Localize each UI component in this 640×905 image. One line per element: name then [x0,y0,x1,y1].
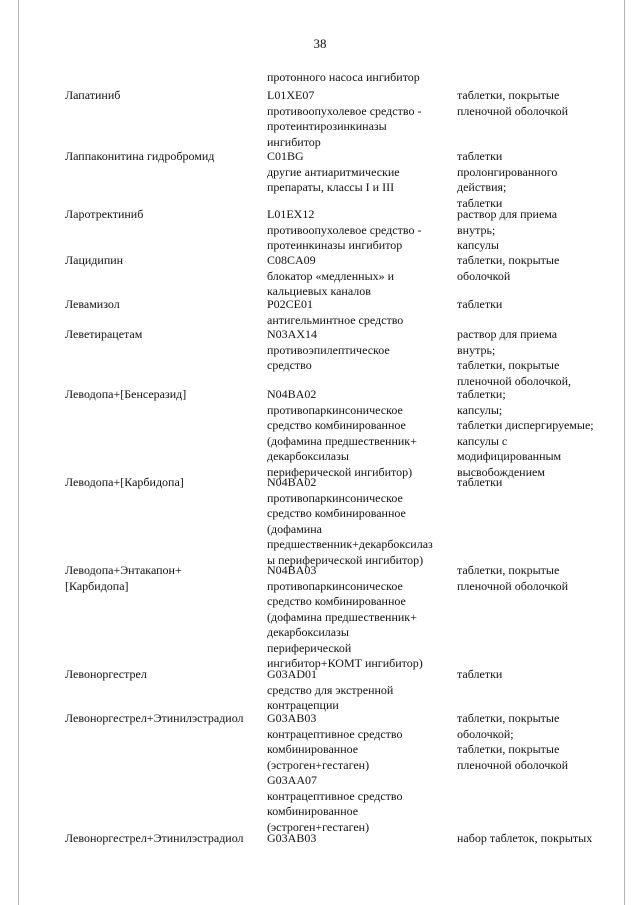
drug-name: Левоноргестрел [65,667,147,681]
drug-name: Лаппаконитина гидробромид [65,149,215,163]
drug-name: Левамизол [65,297,120,311]
pharmacological-group: средство комбинированное [267,594,406,608]
drug-name: Левоноргестрел+Этинилэстрадиол [65,831,244,845]
dosage-form: таблетки [457,297,503,311]
dosage-form: таблетки [457,667,503,681]
pharmacological-group: средство для экстренной [267,682,394,697]
dosage-form: таблетки; [457,387,506,401]
pharmacological-group: периферической [267,640,352,655]
page-number: 38 [313,36,327,51]
drug-name: Левоноргестрел+Этинилэстрадиол [65,711,244,725]
atc-code: G03AA07 [267,773,317,787]
dosage-form: оболочкой; [457,726,514,741]
dosage-form: пленочной оболочкой [457,578,569,593]
atc-code: L01EX12 [267,207,315,221]
pharmacological-group: противопаркинсоническое [267,402,403,417]
scan-edge-right [624,0,625,905]
pharmacological-group: антигельминтное средство [267,312,404,327]
dosage-form: оболочкой [457,268,511,283]
pharmacological-group: противоопухолевое средство - [267,222,422,237]
drug-name: Леводопа+[Бенсеразид] [65,387,187,401]
dosage-form: пленочной оболочкой [457,757,569,772]
pharmacological-group: (дофамина предшественник+ [267,433,417,448]
atc-code: G03AD01 [267,667,317,681]
atc-code: N04BA03 [267,563,317,577]
dosage-form: таблетки, покрытые [457,358,560,372]
atc-code: N04BA02 [267,475,317,489]
pharmacological-group: противопаркинсоническое [267,578,403,593]
atc-code: N04BA02 [267,387,317,401]
pharmacological-group: другие антиаритмические [267,164,400,179]
pharmacological-group: декарбоксилазы [267,625,349,639]
dosage-form: таблетки [457,149,503,163]
pharmacological-group: контрацептивное средство [267,788,403,803]
dosage-form: таблетки, покрытые [457,253,560,267]
dosage-form: раствор для приема [457,207,558,221]
dosage-form: высвобождением [457,464,545,479]
pharmacological-group: противоэпилептическое [267,342,390,357]
pharmacological-group: ы периферической ингибитор) [267,552,424,567]
pharmacological-group: комбинированное [267,804,359,818]
atc-code: G03AB03 [267,711,317,725]
drug-name: Лапатиниб [65,88,121,102]
dosage-form: внутрь; [457,342,496,357]
pharmacological-group: периферической ингибитор) [267,464,413,479]
dosage-form: набор таблеток, покрытых [457,831,593,845]
dosage-form: таблетки [457,195,503,210]
dosage-form: пленочной оболочкой, [457,373,572,388]
pharmacological-group: (эстроген+гестаген) [267,819,370,834]
pharmacological-group: протеинкиназы ингибитор [267,238,403,252]
pharmacological-group: ингибитор+КОМТ ингибитор) [267,656,423,670]
dosage-form: действия; [457,180,507,194]
dosage-form: пленочной оболочкой [457,103,569,118]
drug-name: Леветирацетам [65,327,143,341]
drug-name: Леводопа+Энтакапон+ [65,563,182,577]
atc-code: P02CE01 [267,297,314,311]
dosage-form: пролонгированного [457,164,558,179]
atc-code: N03AX14 [267,327,317,341]
atc-code: G03AB03 [267,831,317,845]
pharmacological-group: противоопухолевое средство - [267,103,422,118]
dosage-form: таблетки, покрытые [457,742,560,756]
pharmacological-group: протонного насоса ингибитор [267,70,420,84]
atc-code: C01BG [267,149,304,163]
pharmacological-group: блокатор «медленных» и [267,268,395,283]
pharmacological-group: (дофамина предшественник+ [267,609,417,624]
pharmacological-group: контрацептивное средство [267,726,403,741]
drug-name: Леводопа+[Карбидопа] [65,475,184,489]
pharmacological-group: средство комбинированное [267,506,406,520]
pharmacological-group: протеинтирозинкиназы [267,119,387,133]
pharmacological-group: противопаркинсоническое [267,490,403,505]
atc-code: L01XE07 [267,88,315,102]
dosage-form: капсулы [457,238,499,252]
pharmacological-group: декарбоксилазы [267,449,349,463]
dosage-form: капсулы; [457,402,503,417]
pharmacological-group: средство комбинированное [267,418,406,432]
atc-code: C08CA09 [267,253,316,267]
pharmacological-group: предшественник+декарбоксилаз [267,537,433,551]
dosage-form: таблетки [457,475,503,489]
dosage-form: раствор для приема [457,327,558,341]
pharmacological-group: (дофамина [267,521,322,536]
drug-name: [Карбидопа] [65,578,129,593]
drug-name: Ларотректиниб [65,207,144,221]
dosage-form: внутрь; [457,222,496,237]
dosage-form: таблетки диспергируемые; [457,418,594,432]
pharmacological-group: ингибитор [267,134,321,149]
dosage-form: таблетки, покрытые [457,711,560,725]
dosage-form: таблетки, покрытые [457,563,560,577]
pharmacological-group: средство [267,358,312,372]
pharmacological-group: препараты, классы I и III [267,180,395,194]
drug-name: Лацидипин [65,253,124,267]
dosage-form: таблетки, покрытые [457,88,560,102]
pharmacological-group: контрацепции [267,698,339,712]
pharmacological-group: кальциевых каналов [267,284,371,298]
pharmacological-group: комбинированное [267,742,359,756]
scan-edge-left [18,0,19,905]
pharmacological-group: (эстроген+гестаген) [267,757,370,772]
dosage-form: модифицированным [457,449,562,463]
dosage-form: капсулы с [457,433,508,448]
